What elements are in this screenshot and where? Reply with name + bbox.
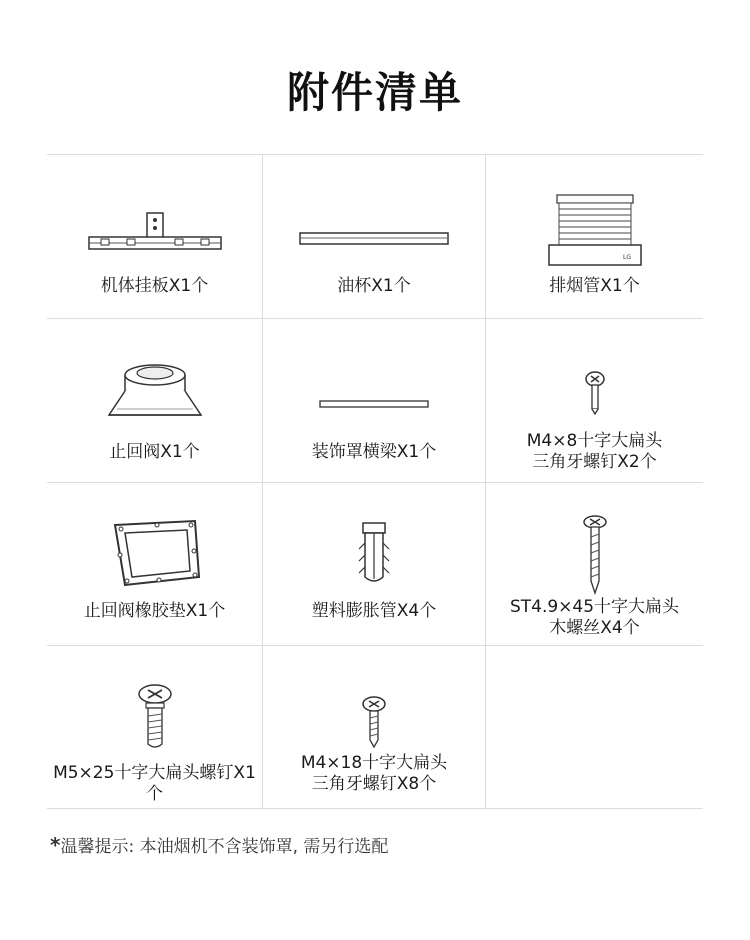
accessory-label <box>486 597 703 639</box>
grid-row <box>47 155 703 319</box>
cover-beam-icon <box>263 399 485 409</box>
accessory-cell <box>47 319 263 482</box>
accessory-label: M5×25十字大扁头螺钉X1个 <box>53 763 256 804</box>
accessory-cell <box>263 646 486 808</box>
accessory-label: 塑料膨胀管X4个 <box>311 601 437 621</box>
accessory-label <box>263 753 485 795</box>
accessory-cell <box>486 155 703 318</box>
accessory-label: 机体挂板X1个 <box>100 276 209 296</box>
check-valve-icon <box>47 361 262 421</box>
accessory-cell <box>486 319 703 482</box>
grid-row <box>47 646 703 809</box>
note-text: 温馨提示: 本油烟机不含装饰罩, 需另行选配 <box>60 837 389 857</box>
bolt-m5-icon <box>47 684 262 750</box>
accessory-cell <box>47 483 263 645</box>
page-title: 附件清单 <box>286 68 463 117</box>
note-asterisk: * <box>50 833 61 857</box>
gasket-icon <box>47 517 262 589</box>
label-line: 三角牙螺钉X8个 <box>311 774 437 794</box>
accessory-cell <box>47 155 263 318</box>
label-line: 三角牙螺钉X2个 <box>532 452 657 472</box>
anchor-plug-icon <box>263 521 485 587</box>
label-line: 木螺丝X4个 <box>549 618 640 638</box>
accessory-cell <box>486 483 703 645</box>
screw-small-icon <box>486 371 703 415</box>
accessory-label <box>486 431 703 473</box>
label-line: ST4.9×45十字大扁头 <box>509 597 680 617</box>
accessory-cell <box>263 155 486 318</box>
accessory-label: 排烟管X1个 <box>549 276 640 296</box>
label-line: M4×18十字大扁头 <box>300 753 448 773</box>
svg-text:LG: LG <box>622 254 631 261</box>
accessory-label: 油杯X1个 <box>337 276 411 296</box>
accessory-cell <box>263 319 486 482</box>
accessory-cell <box>263 483 486 645</box>
screw-m4-icon <box>263 696 485 748</box>
wood-screw-icon <box>486 515 703 595</box>
oil-cup-icon <box>263 231 485 247</box>
grid-row <box>47 483 703 646</box>
empty-cell <box>486 646 703 808</box>
accessory-grid <box>47 154 703 809</box>
accessory-label: 装饰罩横梁X1个 <box>311 442 437 462</box>
accessory-label: 止回阀橡胶垫X1个 <box>83 601 226 621</box>
wall-bracket-icon <box>47 209 262 259</box>
accessory-label: 止回阀X1个 <box>109 442 200 462</box>
exhaust-pipe-icon <box>486 193 703 269</box>
footnote <box>50 832 388 857</box>
label-line: M4×8十字大扁头 <box>526 431 663 451</box>
accessory-cell <box>47 646 263 808</box>
grid-row <box>47 319 703 483</box>
